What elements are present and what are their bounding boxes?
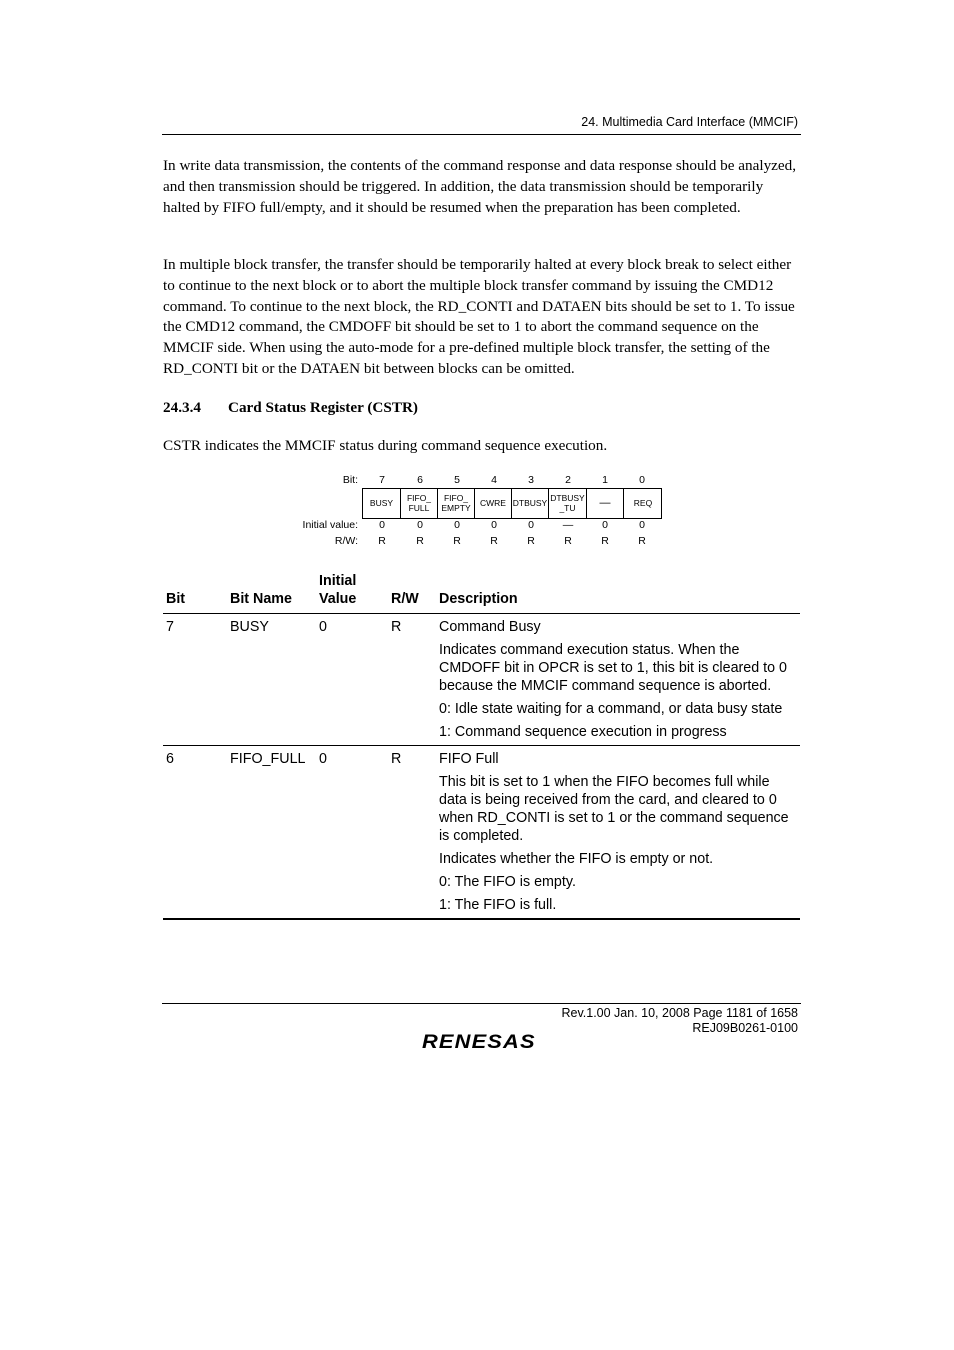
register-initial-value-3: 0 (491, 519, 497, 531)
header-initial-line2: Value (319, 591, 357, 607)
desc-line: 1: Command sequence execution in progress (439, 724, 727, 740)
row-rw: R (391, 619, 402, 635)
desc-line: 1: The FIFO is full. (439, 897, 557, 913)
register-rw-value-6: R (601, 535, 609, 547)
header-initial-value (319, 572, 356, 608)
footer-revision: Rev.1.00 Jan. 10, 2008 Page 1181 of 1658 (561, 1006, 798, 1020)
register-rw-value-3: R (490, 535, 498, 547)
register-field-7: REQ (633, 497, 653, 508)
row-bit-name: FIFO_FULL (230, 751, 306, 767)
register-initial-value-2: 0 (454, 519, 460, 531)
renesas-logo: RENESAS (422, 1032, 536, 1053)
paragraph-multiple-block: In multiple block transfer, the transfer should be temporarily halted at every block break to select either to continue to the next block or to abort the multiple block transfer command by issuing the CMD12 command. To continue to the next block, the RD_CONTI and DATAEN bits should be set to 1. To issue the CMD12 command, the CMDOFF bit should be set to 1 to abort the command sequence on the MMCIF side. When using the auto-mode for a pre-defined multiple block transfer, the setting of the RD_CONTI bit or the DATAEN bit between blocks can be omitted. (163, 256, 795, 377)
register-bit-number-4: 3 (528, 474, 534, 486)
row-description (439, 614, 799, 745)
register-bit-number-2: 5 (454, 474, 460, 486)
row-rw: R (391, 751, 402, 767)
bit-table (163, 571, 800, 920)
register-bit-number-6: 1 (602, 474, 608, 486)
section-title: Card Status Register (CSTR) (228, 399, 418, 416)
register-rw-label: R/W: (334, 535, 358, 547)
header-description: Description (439, 591, 518, 607)
desc-line: 0: The FIFO is empty. (439, 874, 576, 890)
register-bit-label: Bit: (342, 474, 358, 486)
desc-line: Command Busy (439, 619, 541, 635)
header-initial-line1: Initial (319, 573, 357, 589)
register-initial-value-4: 0 (528, 519, 534, 531)
register-field-2: FIFO_ EMPTY (438, 489, 475, 518)
desc-line: Indicates whether the FIFO is empty or not. (439, 851, 714, 867)
register-initial-value-0: 0 (379, 519, 385, 531)
register-initial-label: Initial value: (302, 519, 358, 531)
header-bit: Bit (166, 591, 186, 607)
register-field-3: CWRE (475, 489, 512, 518)
header-rw: R/W (391, 591, 419, 607)
table-row (163, 746, 800, 920)
register-bit-number-1: 6 (417, 474, 423, 486)
register-field-1: FIFO_ FULL (401, 489, 438, 518)
register-bit-number-0: 7 (379, 474, 385, 486)
register-rw-value-4: R (527, 535, 535, 547)
register-fields-box (362, 488, 662, 519)
register-bit-number-7: 0 (639, 474, 645, 486)
section-heading (163, 399, 418, 417)
row-initial: 0 (319, 751, 327, 767)
section-intro: CSTR indicates the MMCIF status during command sequence execution. (163, 437, 608, 454)
row-bit: 6 (166, 751, 174, 767)
row-bit: 7 (166, 619, 174, 635)
page-header: 24. Multimedia Card Interface (MMCIF) (581, 115, 798, 129)
header-divider (162, 134, 801, 135)
desc-line: FIFO Full (439, 751, 499, 767)
table-row (163, 614, 800, 746)
register-bit-number-5: 2 (565, 474, 571, 486)
register-field-0: BUSY (363, 489, 401, 518)
register-rw-value-0: R (378, 535, 386, 547)
register-field-6: — (587, 489, 624, 518)
desc-line: 0: Idle state waiting for a command, or data busy state (439, 701, 783, 717)
row-bit-name: BUSY (230, 619, 269, 635)
paragraph-write-transmission: In write data transmission, the contents of the command response and data response should be analyzed, and then transmission should be triggered. In addition, the data transmission should be temporarily halted by FIFO full/empty, and it should be resumed when the preparation has been completed. (163, 157, 797, 216)
register-bit-number-3: 4 (491, 474, 497, 486)
table-header (163, 571, 800, 614)
header-bit-name: Bit Name (230, 591, 292, 607)
register-field-5: DTBUSY _TU (549, 489, 587, 518)
row-description (439, 746, 799, 918)
desc-line: This bit is set to 1 when the FIFO becomes full while data is being received from the card, and cleared to 0 when RD_CONTI is set to 1 or the command sequence is completed. (439, 774, 789, 844)
footer-divider (162, 1003, 801, 1004)
footer-doc-number: REJ09B0261-0100 (692, 1021, 798, 1035)
register-rw-value-5: R (564, 535, 572, 547)
register-rw-value-2: R (453, 535, 461, 547)
register-initial-value-7: 0 (639, 519, 645, 531)
register-initial-value-6: 0 (602, 519, 608, 531)
register-rw-value-7: R (638, 535, 646, 547)
register-field-4: DTBUSY (512, 489, 549, 518)
section-number: 24.3.4 (163, 399, 201, 416)
register-rw-value-1: R (416, 535, 424, 547)
row-initial: 0 (319, 619, 327, 635)
desc-line: Indicates command execution status. When the CMDOFF bit in OPCR is set to 1, this bit is cleared to 0 because the MMCIF command sequence is aborted. (439, 642, 787, 694)
register-initial-value-5: — (562, 519, 574, 531)
register-initial-value-1: 0 (417, 519, 423, 531)
